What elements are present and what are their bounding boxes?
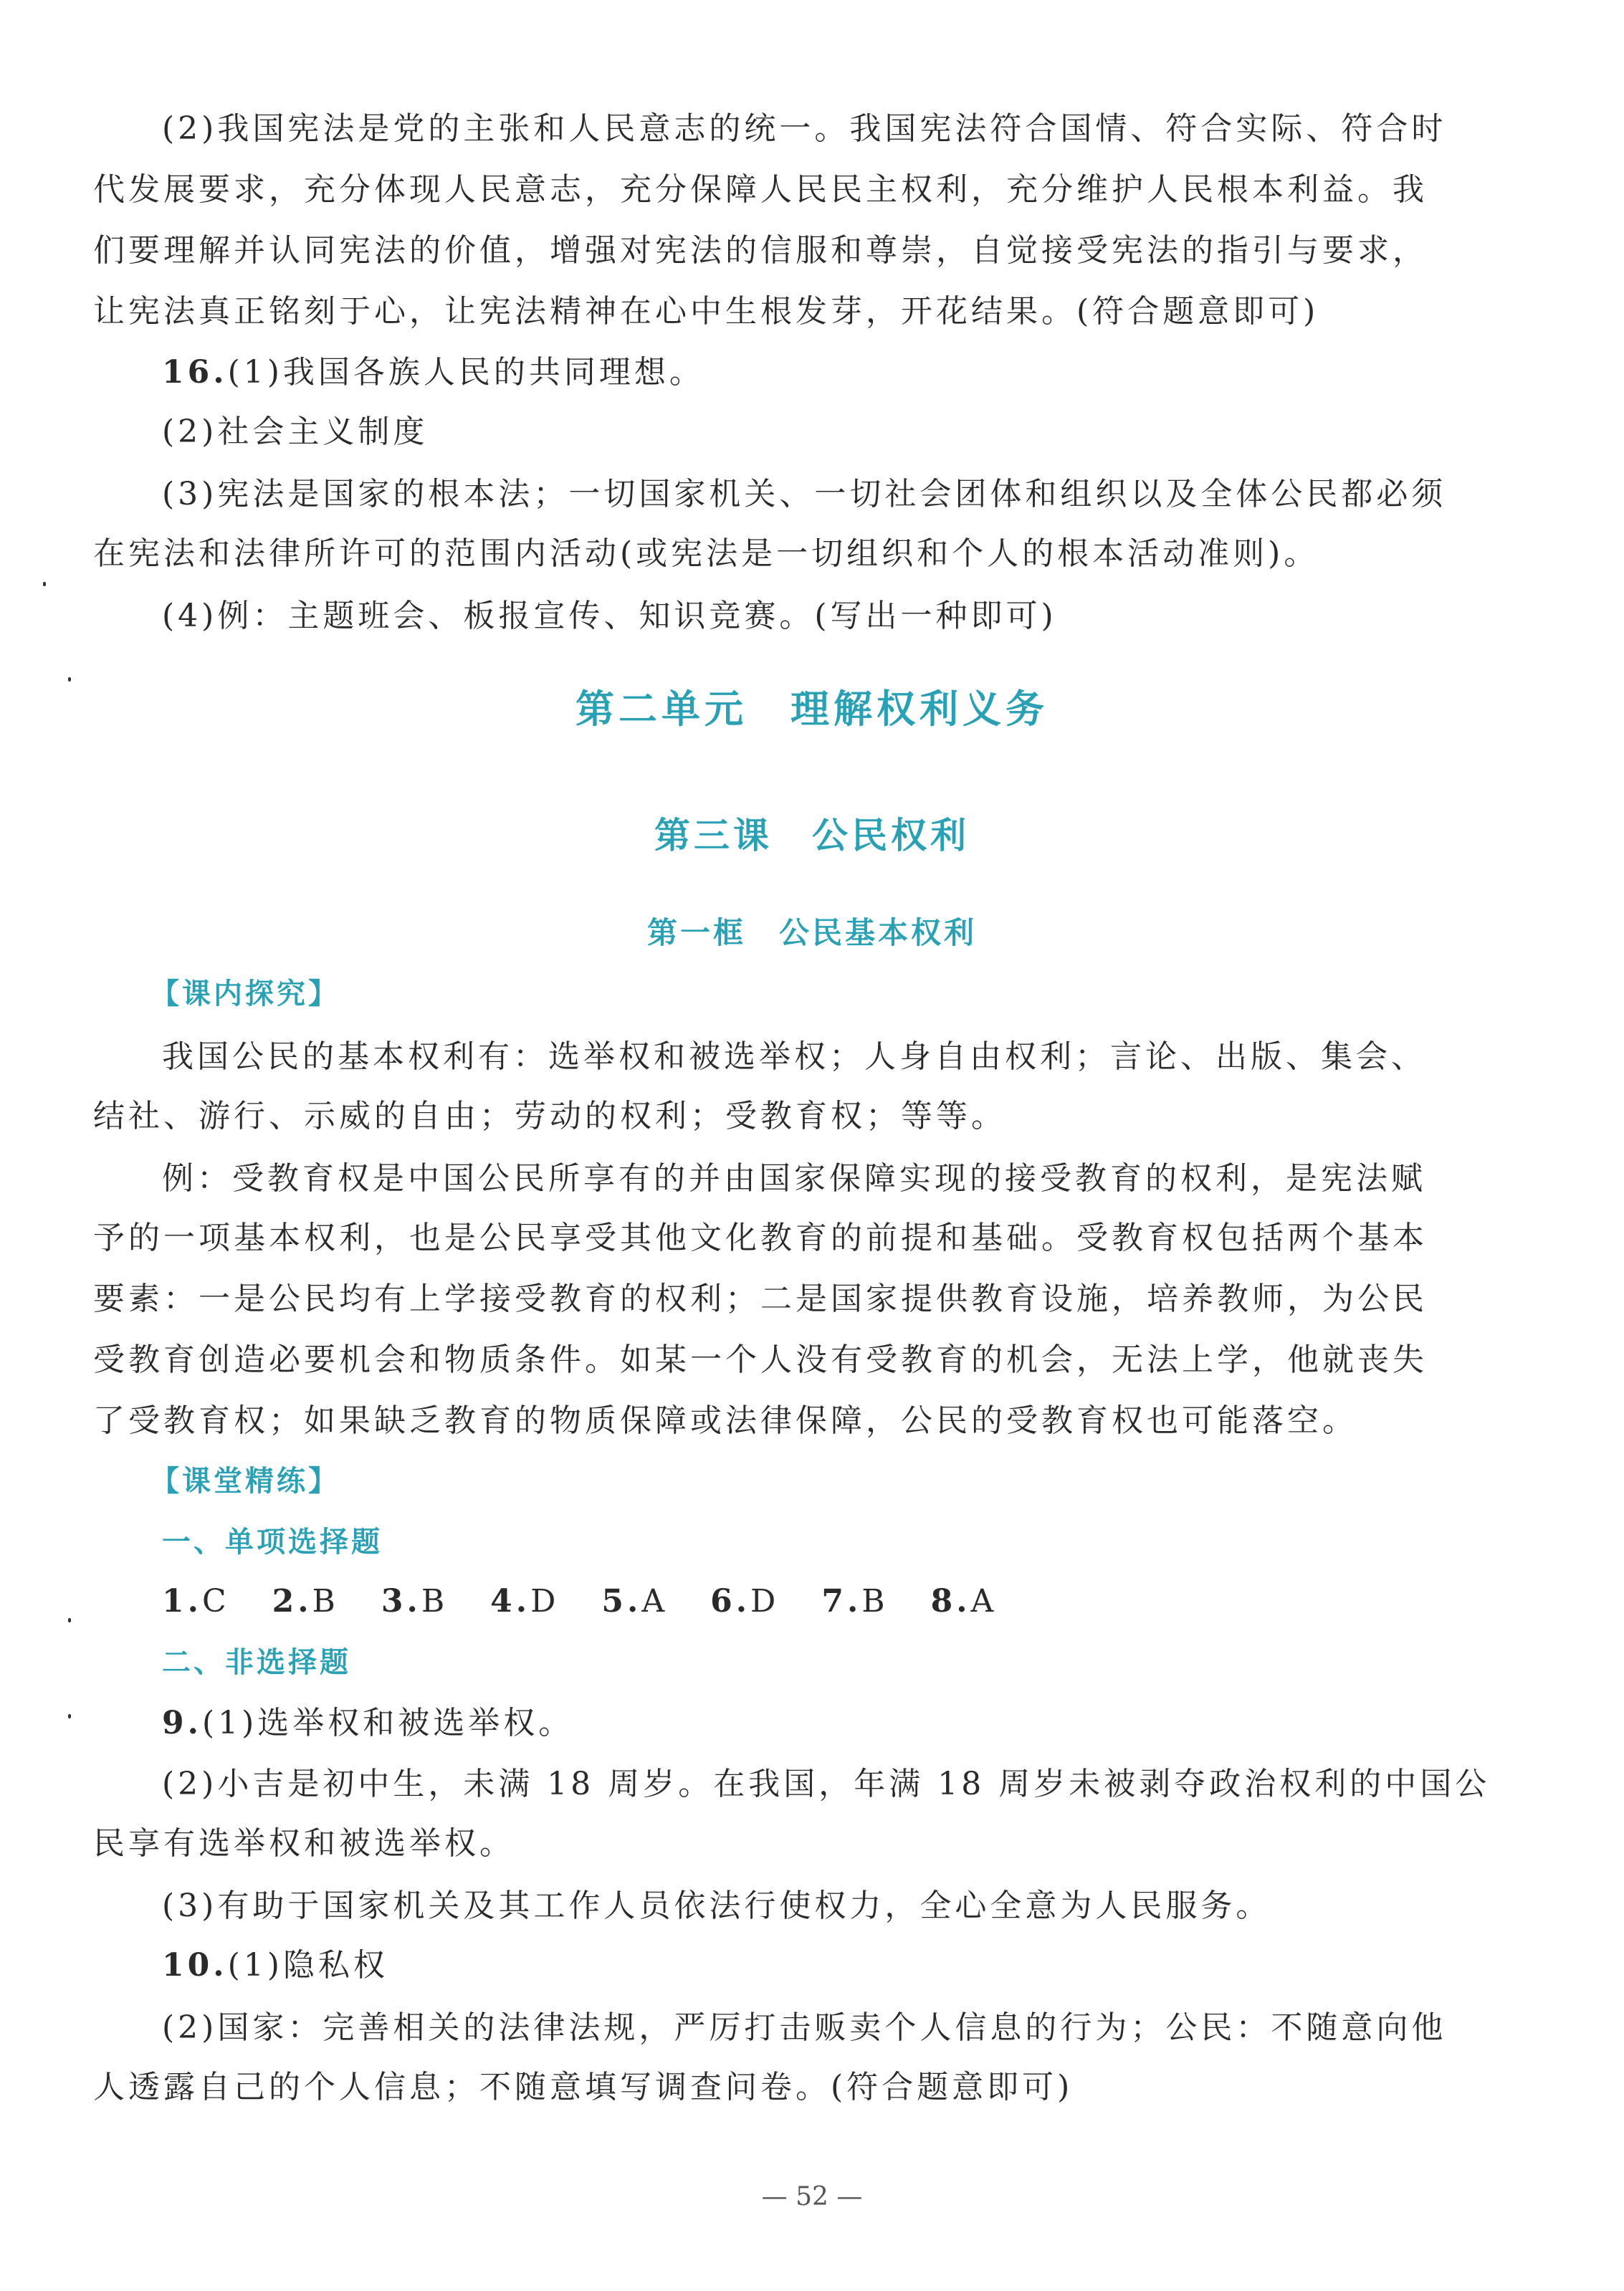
answer-text: (1)我国各族人民的共同理想。 (227, 354, 704, 391)
answer-item: 3.B (381, 1583, 449, 1620)
paragraph-line: 予的一项基本权利，也是公民享受其他文化教育的前提和基础。受教育权包括两个基本 (93, 1220, 1428, 1256)
section-single-choice: 一、单项选择题 (162, 1526, 383, 1559)
section-non-choice: 二、非选择题 (162, 1646, 351, 1679)
question-number: 9. (162, 1705, 202, 1741)
paragraph-line: 结社、游行、示威的自由；劳动的权利；受教育权；等等。 (93, 1098, 1006, 1134)
section-label-practice: 【课堂精练】 (151, 1465, 340, 1498)
question-10-answer-1 (162, 1944, 388, 1987)
paragraph-line: 让宪法真正铭刻于心，让宪法精神在心中生根发芽，开花结果。(符合题意即可) (93, 293, 1319, 330)
question-16-answer-3: (3)宪法是国家的根本法；一切国家机关、一切社会团体和组织以及全体公民都必须 (162, 476, 1447, 512)
question-16-answer-2: (2)社会主义制度 (162, 413, 429, 450)
page-number: — 52 — (761, 2182, 863, 2211)
question-10-answer-2: (2)国家：完善相关的法律法规，严厉打击贩卖个人信息的行为；公民：不随意向他 (162, 2009, 1447, 2046)
answer-item: 7.B (821, 1583, 889, 1620)
answer-text: (1)选举权和被选举权。 (201, 1705, 574, 1741)
answer-text: (1)隐私权 (227, 1947, 388, 1984)
section-label-explore: 【课内探究】 (151, 977, 340, 1010)
paragraph-line: 要素：一是公民均有上学接受教育的权利；二是国家提供教育设施，培养教师，为公民 (93, 1281, 1428, 1317)
scan-mark (68, 1714, 71, 1718)
question-9-answer-2-cont: 民享有选举权和被选举权。 (93, 1825, 515, 1862)
frame-heading: 第一框 公民基本权利 (646, 915, 977, 950)
question-number: 10. (162, 1947, 228, 1984)
paragraph-line: 我国公民的基本权利有：选举权和被选举权；人身自由权利；言论、出版、集会、 (162, 1038, 1426, 1075)
answer-item: 1.C (162, 1583, 230, 1620)
answer-item: 8.A (930, 1583, 998, 1620)
lesson-heading: 第三课 公民权利 (654, 815, 970, 856)
question-9-answer-1 (162, 1702, 573, 1745)
scan-mark (68, 677, 71, 681)
unit-heading: 第二单元 理解权利义务 (575, 687, 1049, 732)
question-9-answer-3: (3)有助于国家机关及其工作人员依法行使权力，全心全意为人民服务。 (162, 1888, 1271, 1924)
paragraph-line: (2)我国宪法是党的主张和人民意志的统一。我国宪法符合国情、符合实际、符合时 (162, 110, 1447, 147)
paragraph-line: 代发展要求，充分体现人民意志，充分保障人民民主权利，充分维护人民根本利益。我 (93, 171, 1428, 208)
question-9-answer-2: (2)小吉是初中生，未满 18 周岁。在我国，年满 18 周岁未被剥夺政治权利的中国公 (162, 1766, 1491, 1802)
answer-row (162, 1580, 1026, 1623)
question-10-answer-2-cont: 人透露自己的个人信息；不随意填写调查问卷。(符合题意即可) (93, 2069, 1074, 2105)
paragraph-line: 例：受教育权是中国公民所享有的并由国家保障实现的接受教育的权利，是宪法赋 (162, 1160, 1426, 1197)
paragraph-line: 受教育创造必要机会和物质条件。如某一个人没有受教育的机会，无法上学，他就丧失 (93, 1341, 1428, 1378)
paragraph-line: 了受教育权；如果缺乏教育的物质保障或法律保障，公民的受教育权也可能落空。 (93, 1402, 1357, 1439)
answer-item: 6.D (710, 1583, 780, 1620)
paragraph-line: 们要理解并认同宪法的价值，增强对宪法的信服和尊崇，自觉接受宪法的指引与要求， (93, 232, 1428, 269)
answer-item: 5.A (601, 1583, 669, 1620)
question-16-answer-1 (162, 351, 704, 394)
answer-item: 4.D (490, 1583, 560, 1620)
question-16-answer-4: (4)例：主题班会、板报宣传、知识竞赛。(写出一种即可) (162, 598, 1057, 634)
question-16-answer-3-cont: 在宪法和法律所许可的范围内活动(或宪法是一切组织和个人的根本活动准则)。 (93, 535, 1319, 572)
scan-mark (43, 582, 46, 586)
scan-mark (68, 1618, 71, 1622)
question-number: 16. (162, 354, 228, 391)
answer-item: 2.B (272, 1583, 339, 1620)
